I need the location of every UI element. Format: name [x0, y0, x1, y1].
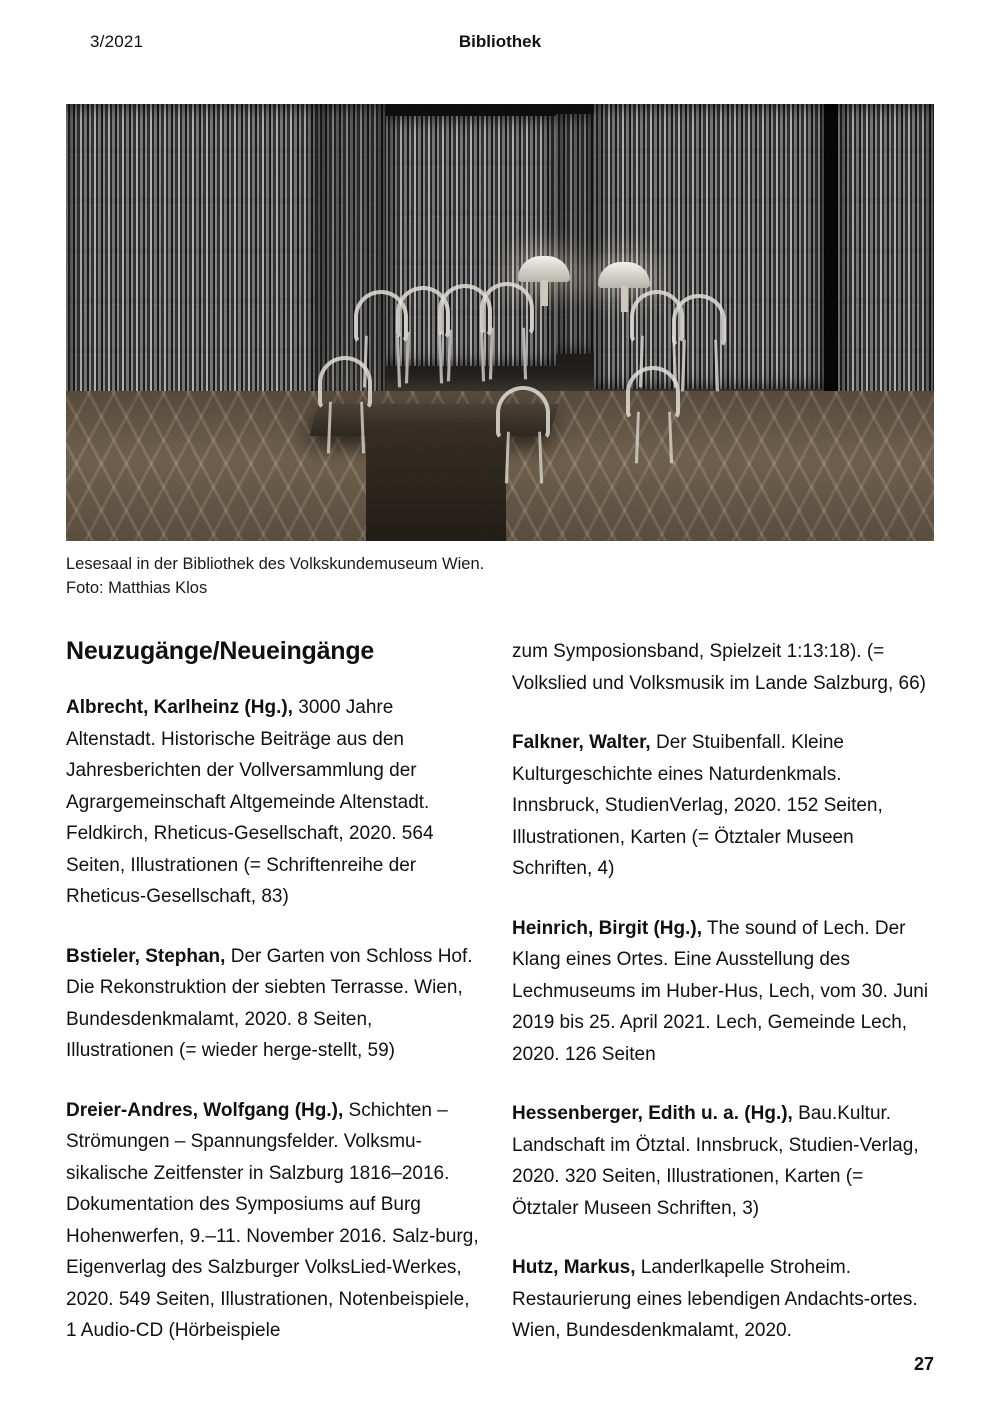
caption-line-1: Lesesaal in der Bibliothek des Volkskundemuseum Wien.	[66, 555, 485, 573]
page-title: Neuzugänge/Neueingänge	[66, 637, 375, 665]
entry-text: The sound of Lech. Der Klang eines Ortes. Eine Ausstellung des Lechmuseums im Huber-Hus, Lech, vom 30. Juni 2019 bis 25. April 2021. Lech, Gemeinde Lech, 2020. 126 Seiten	[512, 917, 929, 1065]
bibliography-entry	[66, 941, 484, 1067]
column-right	[512, 636, 930, 1347]
page-number: 27	[913, 1354, 934, 1374]
entry-text: Der Stuibenfall. Kleine Kulturgeschichte eines Naturdenkmals. Innsbruck, StudienVerlag, 2020. 152 Seiten, Illustrationen, Karten (= Ötztaler Museen Schriften, 4)	[512, 732, 883, 879]
entry-author: Falkner, Walter,	[512, 732, 651, 753]
bibliography-entry	[512, 727, 930, 885]
entry-text: Schichten – Strömungen – Spannungsfelder. Volksmu-sikalische Zeitfenster in Salzburg 1816–2016. Dokumentation des Symposiums auf Burg Hohenwerfen, 9.–11. November 2016. Salz-burg, Eigenverlag des Salzburger VolksLied-Werkes, 2020. 549 Seiten, Illustrationen, Notenbeispiele, 1 Audio-CD (Hörbeispiele	[66, 1099, 479, 1341]
entry-author: Dreier-Andres, Wolfgang (Hg.),	[66, 1099, 344, 1121]
column-left	[66, 636, 484, 1347]
running-head	[66, 32, 934, 56]
photo-grain-overlay	[66, 104, 934, 541]
entry-text: 3000 Jahre Altenstadt. Historische Beiträge aus den Jahresberichten der Vollversammlung der Agrargemeinschaft Altgemeinde Altenstadt. Feldkirch, Rheticus-Gesellschaft, 2020. 564 Seiten, Illustrationen (= Schriftenreihe der Rheticus-Gesellschaft, 83)	[66, 697, 434, 907]
section-title-header: Bibliothek	[458, 32, 542, 51]
bibliography-entry	[66, 692, 484, 913]
issue-number: 3/2021	[90, 32, 144, 51]
entry-text: Der Garten von Schloss Hof. Die Rekonstruktion der siebten Terrasse. Wien, Bundesdenkmalamt, 2020. 8 Seiten, Illustrationen (= wieder herge-stellt, 59)	[66, 945, 473, 1061]
entry-author: Hutz, Markus,	[512, 1257, 636, 1278]
entry-text: Landerlkapelle Stroheim. Restaurierung eines lebendigen Andachts-ortes. Wien, Bundesdenkmalamt, 2020.	[512, 1257, 918, 1341]
bibliography-entry	[512, 1098, 930, 1224]
entry-author: Hessenberger, Edith u. a. (Hg.),	[512, 1103, 793, 1124]
entry-continuation: zum Symposionsband, Spielzeit 1:13:18). (= Volkslied und Volksmusik im Lande Salzburg, 66)	[512, 641, 927, 694]
figure-caption	[66, 552, 686, 600]
entry-author: Albrecht, Karlheinz (Hg.),	[66, 697, 293, 718]
entry-author: Heinrich, Birgit (Hg.),	[512, 917, 702, 939]
bibliography-entry	[512, 1252, 930, 1347]
bibliography-entry	[66, 1095, 484, 1347]
photo-scene	[66, 104, 934, 541]
bibliography-entry	[512, 913, 930, 1071]
caption-line-2: Foto: Matthias Klos	[66, 579, 208, 597]
entry-author: Bstieler, Stephan,	[66, 945, 226, 967]
library-photo	[66, 104, 934, 541]
entry-text: Bau.Kultur. Landschaft im Ötztal. Innsbruck, Studien-Verlag, 2020. 320 Seiten, Illustrationen, Karten (= Ötztaler Museen Schriften, 3)	[512, 1103, 919, 1219]
